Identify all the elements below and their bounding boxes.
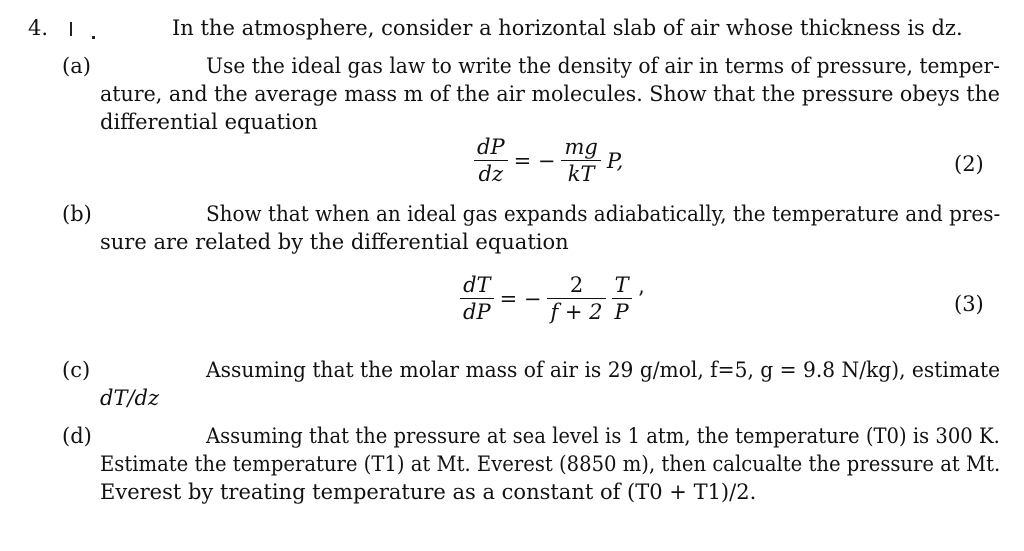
pressure-term: P, [606, 148, 624, 173]
part-b-line2: sure are related by the differential equation [100, 230, 569, 254]
fraction-mg-kT: $\frac{mg}{kT}$ [561, 134, 600, 187]
part-b-label: (b) [62, 202, 92, 226]
part-c-line2: dT/dz [100, 386, 160, 410]
equation-number-2: (2) [954, 152, 984, 176]
fraction-T-P: $\frac{T}{P}$ [612, 272, 632, 325]
problem-intro: In the atmosphere, consider a horizontal slab of air whose thickness is dz. [172, 16, 963, 40]
equation-2 [474, 134, 623, 187]
fraction-dP-dz: $\frac{dP}{dz}$ [474, 134, 508, 187]
part-d-line2: Estimate the temperature (T1) at Mt. Everest (8850 m), then calcualte the pressure at Mt. [100, 452, 1001, 476]
equals-minus: = − [499, 286, 542, 311]
part-c-line1: Assuming that the molar mass of air is 29 g/mol, f=5, g = 9.8 N/kg), estimate [206, 358, 1001, 382]
part-d-line1: Assuming that the pressure at sea level is 1 atm, the temperature (T0) is 300 K. [206, 424, 1000, 448]
part-a-label: (a) [62, 54, 91, 78]
equals-minus: = − [513, 148, 556, 173]
part-a-line3: differential equation [100, 110, 318, 134]
equation-3-tail: ’ [637, 286, 645, 311]
scan-mark [92, 36, 95, 39]
equation-3 [460, 272, 644, 325]
part-d-label: (d) [62, 424, 92, 448]
part-a-line1: Use the ideal gas law to write the density of air in terms of pressure, temper- [206, 54, 1000, 78]
fraction-2-f2: $\frac{2}{f + 2}$ [547, 272, 605, 325]
scan-mark [70, 22, 72, 36]
part-a-line2: ature, and the average mass m of the air molecules. Show that the pressure obeys the [100, 82, 1000, 106]
part-b-line1: Show that when an ideal gas expands adiabatically, the temperature and pres- [206, 202, 1001, 226]
fraction-dT-dP: $\frac{dT}{dP}$ [460, 272, 494, 325]
problem-number: 4. [28, 16, 49, 40]
equation-number-3: (3) [954, 292, 984, 316]
part-c-label: (c) [62, 358, 91, 382]
part-d-line3: Everest by treating temperature as a constant of (T0 + T1)/2. [100, 480, 757, 504]
